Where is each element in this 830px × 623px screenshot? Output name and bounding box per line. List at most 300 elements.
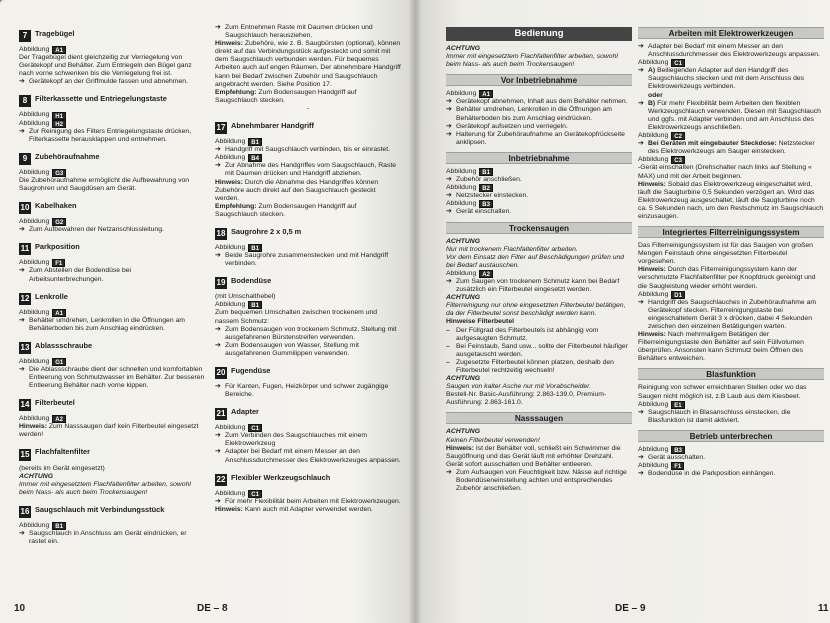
- figure-reference: [446, 90, 632, 98]
- figure-reference: [638, 156, 824, 164]
- step-text: [648, 43, 824, 59]
- figure-reference: [446, 200, 632, 208]
- section-subtitle: (bereits im Gerät eingesetzt): [19, 464, 105, 472]
- figure-label: Abbildung: [638, 132, 669, 140]
- arrow-icon: ➔: [19, 365, 25, 373]
- arrow-icon: ➔: [19, 530, 25, 537]
- section-number-badge: 12: [20, 293, 30, 303]
- step-item: [215, 24, 401, 40]
- figure-tag: A1: [479, 90, 493, 98]
- step-text: [225, 498, 401, 506]
- figure-tag: B4: [248, 154, 262, 162]
- arrow-icon: ➔: [638, 298, 644, 306]
- section-heading: [19, 395, 205, 411]
- figure-reference: [19, 111, 205, 119]
- warning-text: Keinen Filterbeutel verwenden!: [446, 436, 540, 444]
- warning-label: ACHTUNG: [446, 428, 480, 436]
- figure-tag: B3: [671, 446, 685, 454]
- body-paragraph: Die Zubehöraufnahme ermöglicht die Aufbewahrung von Saugrohren und Saugdüsen am Gerät.: [19, 176, 190, 193]
- step-text: [225, 252, 401, 268]
- figure-tag: B2: [479, 184, 493, 192]
- figure-reference: [446, 168, 632, 176]
- section-title: Tragebügel: [35, 28, 75, 38]
- figure-tag: G1: [52, 358, 66, 366]
- section-number-badge: 13: [20, 342, 30, 352]
- figure-tag: H2: [52, 120, 66, 128]
- note-paragraph: [215, 506, 401, 514]
- step-body: Adapter bei Bedarf mit einem Messer an den Anschlussdurchmesser des Elektrowerkzeuges anpassen.: [225, 448, 401, 464]
- section-number-badge: 9: [19, 153, 31, 165]
- section-block: [215, 118, 401, 219]
- figure-tag: B1: [479, 168, 493, 176]
- step-body: Adapter bei Bedarf mit einem Messer an den Anschlussdurchmesser des Elektrowerkzeugs anpassen.: [648, 43, 820, 59]
- body-paragraph: -Gerät einschalten (Drehschalter nach links auf Stellung « MAX) und mit der Arbeit beginnen.: [638, 164, 812, 180]
- step-body: Netzstecker einstecken.: [456, 192, 529, 200]
- figure-reference: [446, 184, 632, 192]
- step-body: Beiliegenden Adapter auf den Handgriff des Saugschlauchs stecken und mit dem Anschluss des Elektrowerkzeugs verbinden.: [648, 67, 805, 91]
- arrow-icon: ➔: [446, 176, 452, 184]
- section-header-bar: Arbeiten mit Elektrowerkzeugen: [638, 27, 824, 39]
- section-block: [638, 368, 824, 424]
- dash-icon: –: [446, 342, 450, 350]
- step-text: [456, 208, 632, 216]
- section-heading: [19, 91, 205, 107]
- arrow-icon: ➔: [215, 383, 221, 390]
- section-title: Zubehöraufnahme: [35, 151, 100, 161]
- step-item: [215, 383, 401, 399]
- section-title: Filterkassette und Entriegelungstaste: [35, 94, 167, 104]
- body-paragraph: Der Tragebügel dient gleichzeitig zur Verriegelung von Gerätekopf und Behälter. Zum Entriegeln den Bügel ganz nach vorne schwenken bis die Verriegelung frei ist.: [19, 54, 192, 78]
- figure-label: Abbildung: [638, 400, 669, 408]
- step-text: [225, 146, 401, 154]
- arrow-icon: ➔: [215, 325, 221, 333]
- connector-text: oder: [648, 91, 663, 99]
- step-item: [446, 192, 632, 200]
- step-item: [215, 252, 401, 268]
- note-text: Zubehöre, wie z. B. Saugbürsten (optional), können direkt auf das Verbindungsstück aufgesteckt und somit mit dem Saugschlauch verbunden werden. Für bequemes Arbeiten auch auf engen Räumen. Der abnehmbare Handgriff kann bei Bedarf zwischen Zubehör und Saugschlauch angebracht werden. Siehe Position 17.: [215, 40, 401, 88]
- step-body: Handgriff mit Saugschlauch verbinden, bis er einrastet.: [225, 146, 390, 154]
- note-text: Ist der Behälter voll, schließt ein Schwimmer die Saugöffnung und das Gerät läuft mit erhöhter Drehzahl. Gerät sofort ausschalten und Behälter entleeren.: [446, 444, 621, 468]
- step-item: [446, 106, 632, 122]
- step-body: Zur Abnahme des Handgriffes vom Saugschlauch, Raste mit Daumen drücken und Handgriff abziehen.: [225, 162, 397, 178]
- step-body: Zum Bodensaugen von Wasser, Stellung mit ausgefahrenen Gummilippen verwenden.: [225, 341, 359, 357]
- section-heading: [215, 224, 401, 240]
- figure-reference: [215, 154, 401, 162]
- figure-label: Abbildung: [638, 445, 669, 453]
- section-number-badge: 16: [20, 506, 30, 516]
- step-body: Der Füllgrad des Filterbeutels ist abhängig vom aufgesaugten Schmutz.: [456, 326, 599, 342]
- figure-tag: B1: [52, 522, 66, 530]
- section-heading: [215, 404, 401, 420]
- figure-reference: [19, 522, 205, 530]
- step-item: [638, 67, 824, 91]
- section-block: [19, 198, 205, 234]
- step-body: Zum Entnehmen Raste mit Daumen drücken und Saugschlauch herausziehen.: [225, 24, 373, 40]
- right-page: [415, 0, 830, 623]
- section-block: [19, 289, 205, 333]
- step-text: [29, 317, 205, 333]
- footer-right: DE – 9: [615, 603, 646, 614]
- step-text: [29, 128, 205, 144]
- figure-reference: [638, 132, 824, 140]
- figure-label: Abbildung: [215, 138, 246, 146]
- arrow-icon: ➔: [638, 140, 644, 148]
- step-item: [215, 342, 401, 358]
- arrow-icon: ➔: [19, 78, 25, 86]
- figure-reference: [19, 169, 205, 177]
- arrow-icon: ➔: [215, 341, 221, 349]
- warning-label: ACHTUNG: [446, 294, 480, 302]
- warning-text: Immer mit eingesetztem Flachfaltenfilter arbeiten, sowohl beim Nass- als auch beim Trockensaugen!: [19, 480, 191, 496]
- step-body: Zugesetzte Filterbeutel können platzen, deshalb den Filterbeutel rechtzeitig wechseln!: [456, 358, 614, 374]
- note-label: Hinweis:: [638, 331, 666, 339]
- step-text: [456, 469, 632, 493]
- section-block: [19, 395, 205, 439]
- figure-reference: [638, 462, 824, 470]
- section-number-badge: 7: [19, 30, 31, 42]
- figure-tag: C2: [671, 132, 685, 140]
- section-block: [19, 26, 205, 86]
- section-block: [19, 149, 205, 193]
- body-paragraph: Zum bequemen Umschalten zwischen trockenem und nassem Schmutz:: [215, 309, 378, 325]
- figure-label: Abbildung: [215, 154, 246, 162]
- figure-label: Abbildung: [19, 259, 50, 267]
- figure-reference: [19, 46, 205, 54]
- figure-label: Abbildung: [215, 243, 246, 251]
- warning-label: ACHTUNG: [446, 375, 480, 383]
- figure-reference: [638, 401, 824, 409]
- section-block: [215, 470, 401, 514]
- step-text: [648, 470, 824, 478]
- step-body: Behälter umdrehen, Lenkrollen in die Öffnungen am Behälterboden bis zum Anschlag eindrücken.: [456, 106, 612, 122]
- section-heading: [215, 363, 401, 379]
- step-item: [19, 128, 205, 144]
- step-item: [215, 162, 401, 178]
- figure-reference: [215, 244, 401, 252]
- figure-label: Abbildung: [446, 200, 477, 208]
- arrow-icon: ➔: [19, 226, 25, 234]
- dash-icon: –: [446, 358, 450, 366]
- note-label: Hinweis:: [446, 444, 474, 452]
- section-block: [19, 91, 205, 143]
- arrow-icon: ➔: [638, 454, 644, 462]
- section-title: Flachfaltenfilter: [35, 447, 91, 457]
- figure-tag: B1: [248, 138, 262, 146]
- arrow-icon: ➔: [446, 277, 452, 285]
- step-item: [446, 469, 632, 493]
- note-label: Hinweis:: [638, 180, 666, 188]
- figure-label: Abbildung: [638, 290, 669, 298]
- figure-label: Abbildung: [19, 308, 50, 316]
- subheading: Hinweise Filterbeutel: [446, 318, 514, 326]
- arrow-icon: ➔: [638, 67, 644, 75]
- note-paragraph: [215, 40, 401, 89]
- step-body: Für Kanten, Fugen, Heizkörper und schwer zugängige Bereiche.: [225, 383, 389, 399]
- section-subtitle: (mit Umschalthebel): [215, 293, 276, 301]
- section-number-badge: 18: [216, 228, 226, 238]
- step-item: [215, 432, 401, 448]
- section-header-bar: Betrieb unterbrechen: [638, 430, 824, 442]
- step-body: Bei Feinstaub, Sand usw... sollte der Filterbeutel häufiger ausgetauscht werden.: [456, 342, 628, 358]
- section-block: [19, 239, 205, 283]
- figure-label: Abbildung: [215, 301, 246, 309]
- section-number-badge: 11: [20, 244, 30, 254]
- step-body: Gerätekopf aufsetzen und verriegeln.: [456, 122, 568, 130]
- figure-label: Abbildung: [638, 462, 669, 470]
- section-block: [19, 338, 205, 390]
- note-paragraph: [638, 181, 824, 221]
- figure-reference: [19, 218, 205, 226]
- section-heading: [215, 470, 401, 486]
- step-text: [225, 326, 401, 342]
- step-body: Saugschlauch in Blasanschluss einstecken, die Blasfunktion ist damit aktiviert.: [648, 408, 791, 424]
- figure-label: Abbildung: [19, 218, 50, 226]
- figure-label: Abbildung: [446, 90, 477, 98]
- note-paragraph: [446, 445, 632, 469]
- figure-label: Abbildung: [19, 119, 50, 127]
- step-item: [446, 131, 632, 147]
- step-text: [456, 327, 632, 343]
- figure-tag: A2: [479, 270, 493, 278]
- section-heading: [215, 118, 401, 134]
- figure-tag: G3: [52, 169, 66, 177]
- step-item: [19, 267, 205, 283]
- step-text: [648, 409, 824, 425]
- arrow-icon: ➔: [446, 192, 452, 200]
- section-header-bar: Bedienung: [446, 27, 632, 41]
- figure-label: Abbildung: [446, 184, 477, 192]
- figure-label: Abbildung: [19, 168, 50, 176]
- section-title: Abnehmbarer Handgriff: [231, 120, 314, 130]
- note-label: Hinweis:: [215, 40, 243, 48]
- body-paragraph: Reinigung von schwer erreichbaren Stellen oder wo das Saugen nicht möglich ist, z.B Laub aus dem Kiesbeet.: [638, 384, 807, 400]
- step-body: Netzstecker des Elektrowerkzeugs am Sauger einstecken.: [648, 140, 815, 156]
- figure-reference: [215, 138, 401, 146]
- note-paragraph: [215, 89, 401, 105]
- step-body: Gerätekopf abnehmen, Inhalt aus dem Behälter nehmen.: [456, 98, 628, 106]
- section-block: [446, 74, 632, 147]
- note-paragraph: [215, 203, 401, 219]
- section-block: [19, 502, 205, 546]
- figure-tag: C1: [248, 424, 262, 432]
- figure-label: Abbildung: [215, 489, 246, 497]
- section-header-bar: Integriertes Filterreinigungssystem: [638, 226, 824, 238]
- step-item: [215, 498, 401, 506]
- step-body: Halterung für Zubehöraufnahme an Gerätekopfrückseite anklipsen.: [456, 130, 625, 146]
- section-title: Filterbeutel: [35, 398, 75, 408]
- figure-reference: [638, 446, 824, 454]
- section-block: [638, 226, 824, 363]
- figure-tag: F1: [52, 259, 65, 267]
- note-text: Zum Nasssaugen darf kein Filterbeutel eingesetzt werden!: [19, 423, 199, 439]
- section-block: [446, 27, 632, 69]
- step-text: [29, 530, 205, 546]
- section-heading: [215, 273, 401, 289]
- section-heading: [19, 26, 205, 42]
- warning-text: Immer mit eingesetztem Flachfaltenfilter arbeiten, sowohl beim Nass- als auch beim Trockensaugen!: [446, 53, 618, 69]
- body-paragraph: Bestell-Nr. Basic-Ausführung: 2.863-139.0, Premium-Ausführung: 2.863-161.0.: [446, 391, 607, 407]
- note-text: Durch die Abnahme des Handgriffes können Zubehöre auch direkt auf den Saugschlauch gesteckt werden.: [215, 178, 379, 202]
- section-title: Kabelhaken: [35, 201, 77, 211]
- figure-reference: [19, 259, 205, 267]
- step-label: B): [648, 99, 656, 107]
- figure-label: Abbildung: [19, 357, 50, 365]
- section-number-badge: 19: [216, 278, 226, 288]
- left-column-2: [215, 24, 401, 519]
- section-heading: [19, 338, 205, 354]
- figure-reference: [638, 291, 824, 299]
- step-text: [456, 278, 632, 294]
- step-item: [215, 146, 401, 154]
- step-body: Zum Abstellen der Bodendüse bei Arbeitsunterbrechungen.: [29, 267, 132, 283]
- note-label: Hinweis:: [215, 178, 243, 186]
- step-body: Zum Bodensaugen von trockenem Schmutz, Stellung mit ausgefahrenen Bürstenstreifen verwenden.: [225, 325, 397, 341]
- step-item: [638, 43, 824, 59]
- footer-left: DE – 8: [197, 603, 228, 614]
- step-item: [638, 299, 824, 331]
- right-column-1: [446, 24, 632, 498]
- arrow-icon: ➔: [638, 99, 644, 107]
- step-text: [225, 432, 401, 448]
- arrow-icon: ➔: [19, 267, 25, 275]
- section-block: [215, 24, 401, 113]
- figure-tag: C1: [248, 490, 262, 498]
- note-label: Hinweis:: [19, 423, 47, 431]
- body-paragraph: Das Filterreinigungssystem ist für das Saugen von großen Mengen Feinstaub ohne eingesetzten Filterbeutel vorgesehen.: [638, 242, 813, 266]
- step-text: [648, 299, 824, 331]
- note-paragraph: [638, 266, 824, 290]
- section-heading: [19, 445, 205, 461]
- step-text: [648, 454, 824, 462]
- figure-reference: [215, 490, 401, 498]
- note-text: Sobald das Elektrowerkzeug eingeschaltet wird, läuft die Saugturbine 0,5 Sekunden verzögert an. Wird das Elektrowerkzeug ausgeschaltet, läuft die Saugturbine noch ca. 5 Sekunden nach, um den Restschmutz im Saugschlauch einzusaugen.: [638, 180, 824, 220]
- book-gutter: [408, 0, 422, 623]
- step-body: Für mehr Flexibilität beim Arbeiten mit Elektrowerkzeugen.: [225, 497, 401, 505]
- step-item: [638, 100, 824, 132]
- step-item: [215, 326, 401, 342]
- step-text: [456, 359, 632, 375]
- step-body: Zubehör anschließen.: [456, 176, 522, 184]
- step-item: [638, 409, 824, 425]
- step-text: [225, 24, 401, 40]
- section-title: Bodendüse: [231, 276, 272, 286]
- note-label: Hinweis:: [215, 505, 243, 513]
- page-number-left: 10: [14, 603, 26, 614]
- step-text: [225, 162, 401, 178]
- section-block: [638, 27, 824, 221]
- figure-reference: [19, 120, 205, 128]
- step-body: Behälter umdrehen, Lenkrollen in die Öffnungen am Behälterboden bis zum Anschlag eindrücken.: [29, 316, 185, 332]
- figure-tag: D1: [671, 291, 685, 299]
- arrow-icon: ➔: [446, 106, 452, 114]
- warning-text: Nur mit trockenem Flachfaltenfilter arbeiten.: [446, 245, 578, 253]
- note-text: Kann auch mit Adapter verwendet werden.: [242, 505, 373, 513]
- warning-label: ACHTUNG: [446, 45, 480, 52]
- step-item: [446, 343, 632, 359]
- section-number-badge: 10: [20, 203, 30, 213]
- note-paragraph: [19, 423, 205, 439]
- section-header-bar: Blasfunktion: [638, 368, 824, 380]
- step-text: [456, 131, 632, 147]
- dash-icon: –: [446, 326, 450, 334]
- section-block: [446, 152, 632, 217]
- section-number-badge: 14: [20, 400, 30, 410]
- step-body: Für mehr Flexibilität beim Arbeiten den flexiblen Werkzeugschlauch verwenden. Diesen mit Saugschlauch und ggfs. mit Adapter verbinden und am Anschluss des Elektrowerkzeugs anschließen.: [648, 99, 821, 131]
- section-header-bar: Nasssaugen: [446, 412, 632, 424]
- step-body: Gerät ausschalten.: [648, 454, 706, 462]
- section-number-badge: 22: [216, 474, 226, 484]
- step-text: [225, 383, 401, 399]
- figure-tag: B3: [479, 200, 493, 208]
- section-block: [638, 430, 824, 478]
- step-item: [446, 123, 632, 131]
- left-column-1: [19, 24, 205, 551]
- note-paragraph: [638, 331, 824, 363]
- arrow-icon: ➔: [215, 162, 221, 170]
- arrow-icon: ➔: [215, 448, 221, 456]
- step-item: [638, 470, 824, 478]
- step-text: [648, 140, 824, 156]
- section-number-badge: 15: [20, 449, 30, 459]
- figure-label: Abbildung: [638, 156, 669, 164]
- figure-label: Abbildung: [446, 167, 477, 175]
- step-body: Gerät einschalten.: [456, 208, 512, 216]
- section-header-bar: Vor Inbetriebnahme: [446, 74, 632, 86]
- step-text: [456, 176, 632, 184]
- section-title: Fugendüse: [231, 365, 271, 375]
- step-text: [225, 448, 401, 464]
- section-number-badge: 20: [216, 368, 226, 377]
- step-item: [638, 140, 824, 156]
- arrow-icon: ➔: [446, 468, 452, 476]
- figure-label: Abbildung: [19, 46, 50, 53]
- note-text: Zum Bodensaugen Handgriff auf Saugschlauch stecken.: [215, 88, 357, 104]
- step-body: Zur Reinigung des Filters Entriegelungstaste drücken, Filterkassette herausklappen und entnehmen.: [29, 127, 192, 143]
- step-item: [19, 226, 205, 234]
- section-heading: [19, 239, 205, 255]
- note-text: Durch das Filterreinigungssystem kann der verschmutzte Flachfaltenfilter per Knopfdruck gereinigt und die Saugleistung wieder erhöht werden.: [638, 266, 816, 290]
- section-title: Adapter: [231, 407, 259, 417]
- step-body: Handgriff des Saugschlauches in Zubehöraufnahme am Gerätekopf stecken. Filterreinigungstaste bei eingeschaltetem Gerät 3 x drücken, dabei 4 Sekunden zwischen den einzelnen Betätigungen warten.: [648, 298, 817, 330]
- step-body: Die Ablassschraube dient der schnellen und komfortablen Entleerung von Schmutzwasser im Behälter. Zur besseren Entleerung Behälter nach vorne kippen.: [29, 365, 205, 390]
- section-block: [215, 273, 401, 358]
- section-heading: [19, 149, 205, 165]
- step-text: [648, 67, 824, 91]
- note-label: Hinweis:: [638, 266, 666, 274]
- section-header-bar: Trockensaugen: [446, 222, 632, 234]
- step-item: [446, 327, 632, 343]
- arrow-icon: ➔: [638, 408, 644, 416]
- arrow-icon: ➔: [446, 208, 452, 216]
- step-item: [446, 359, 632, 375]
- figure-tag: C3: [671, 156, 685, 164]
- section-header-bar: Inbetriebnahme: [446, 152, 632, 164]
- figure-label: Abbildung: [446, 269, 477, 277]
- figure-tag: E1: [671, 401, 684, 409]
- figure-reference: [446, 270, 632, 278]
- arrow-icon: ➔: [19, 316, 25, 324]
- step-label: A): [648, 67, 656, 75]
- arrow-icon: ➔: [215, 252, 221, 260]
- step-item: [19, 317, 205, 333]
- section-title: Saugrohre 2 x 0,5 m: [231, 226, 302, 236]
- step-item: [19, 78, 205, 86]
- warning-text: Filterreinigung nur ohne eingesetzten Filterbeutel betätigen, da der Filterbeutel sonst beschädigt werden kann.: [446, 302, 626, 318]
- note-paragraph: [215, 179, 401, 203]
- section-number-badge: 8: [19, 95, 31, 107]
- figure-label: Abbildung: [19, 521, 50, 529]
- section-heading: [19, 289, 205, 305]
